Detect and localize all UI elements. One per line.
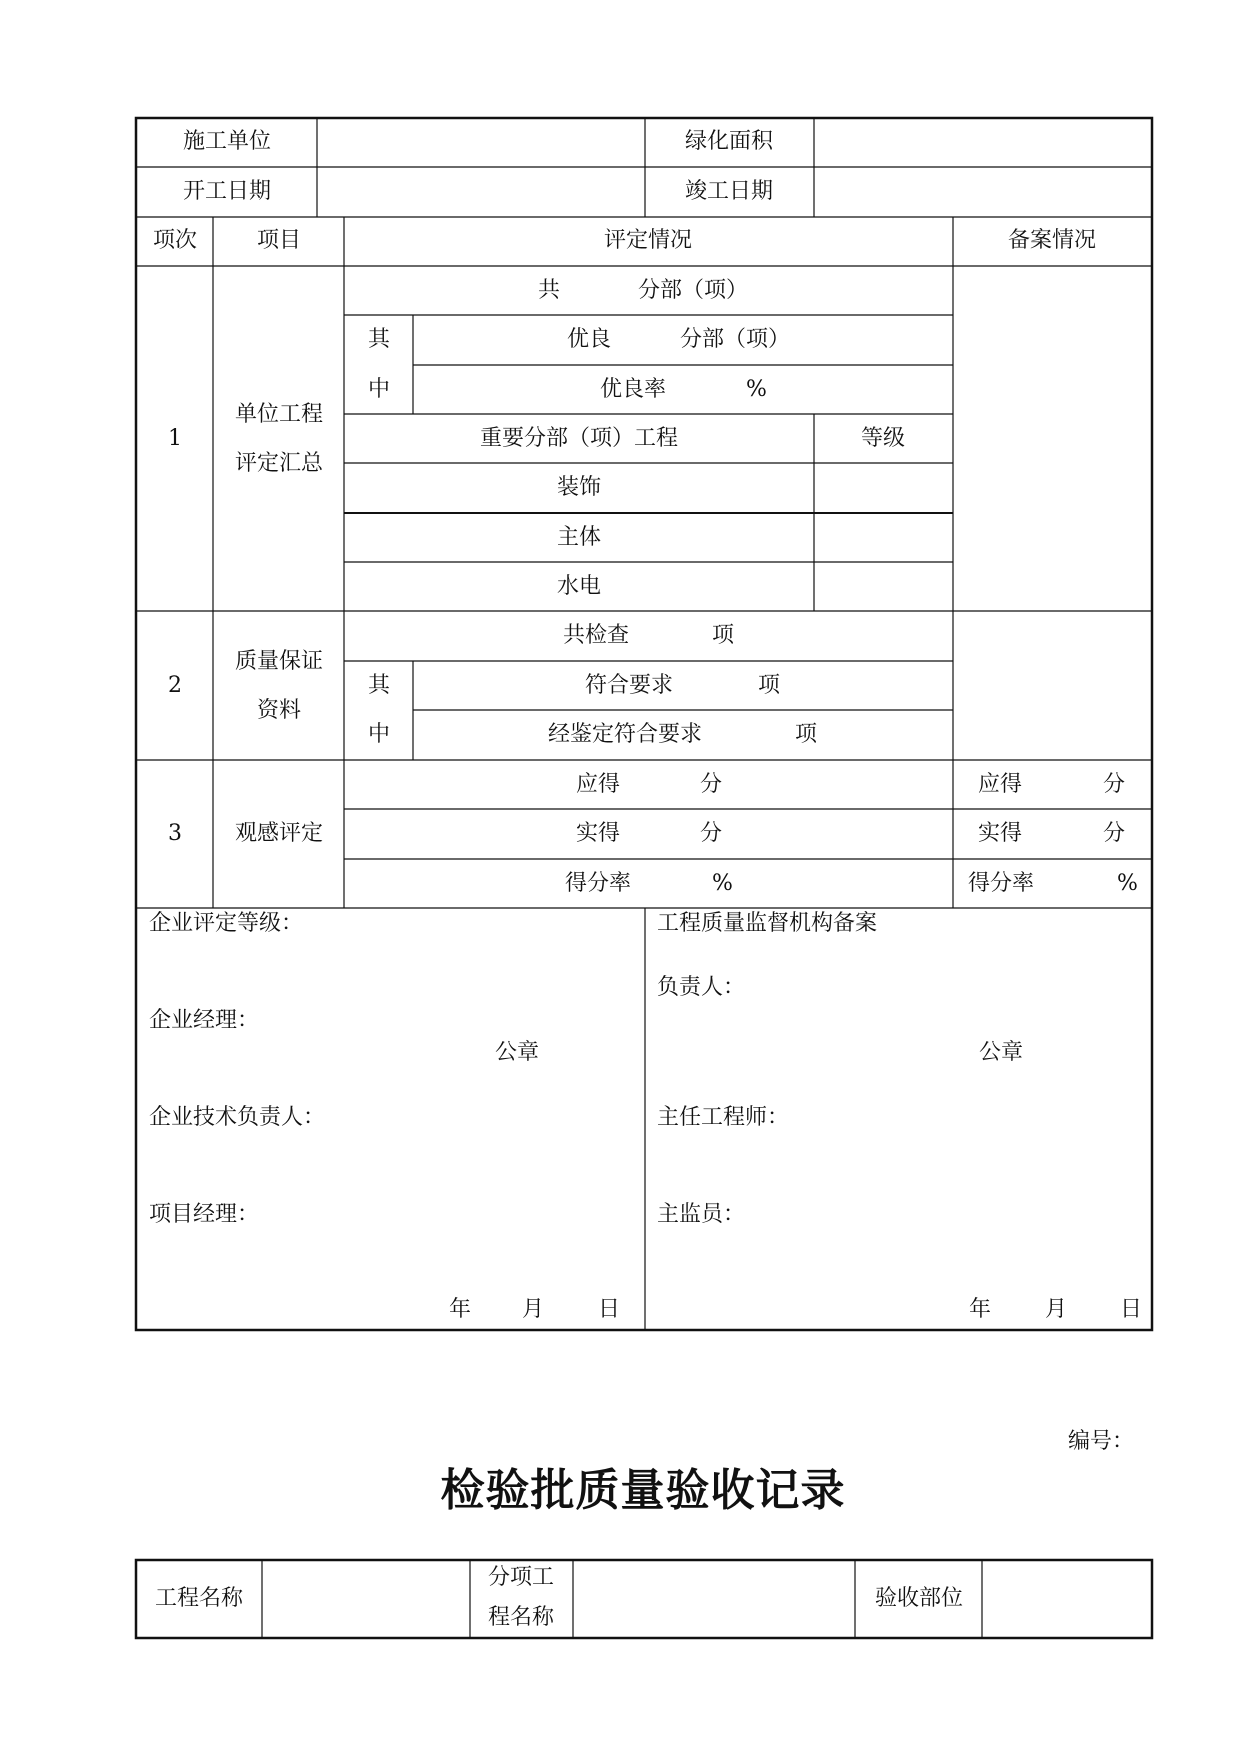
supervision-agency-label: 工程质量监督机构备案 (657, 911, 878, 936)
right-date-day: 日 (1120, 1297, 1143, 1322)
section2-number: 2 (168, 673, 182, 698)
start-date-label: 开工日期 (182, 179, 272, 204)
important-work-name: 水电 (556, 574, 602, 599)
important-work-name: 主体 (556, 525, 602, 550)
section3-rate-suffix: % (712, 871, 733, 896)
section1-total-prefix: 共 (538, 278, 561, 303)
section1-among-2: 中 (367, 377, 391, 402)
section1-item-line1: 单位工程 (234, 402, 324, 427)
project-name-label: 工程名称 (154, 1586, 244, 1611)
section1-total-suffix: 分部（项） (638, 278, 749, 303)
agency-seal-label: 公章 (979, 1040, 1024, 1065)
right-date-year: 年 (969, 1297, 992, 1322)
form-number-label: 编号： (1068, 1429, 1135, 1454)
enterprise-grade-label: 企业评定等级： (149, 911, 304, 936)
responsible-person-label: 负责人： (657, 975, 746, 1000)
right-date-month: 月 (1045, 1297, 1068, 1322)
section1-excellent-prefix: 优良 (567, 327, 612, 352)
section3-expected-suffix: 分 (700, 772, 723, 797)
column-header-evaluation: 评定情况 (603, 228, 693, 253)
section3-expected-prefix: 应得 (576, 772, 621, 797)
important-works-header: 重要分部（项）工程 (479, 426, 679, 451)
section2-checked-suffix: 项 (712, 623, 735, 648)
section1-item-line2: 评定汇总 (234, 451, 324, 476)
section2-item-line1: 质量保证 (234, 649, 324, 674)
section2-checked-prefix: 共检查 (563, 623, 630, 648)
section1-number: 1 (168, 426, 182, 451)
section2-conform-prefix: 符合要求 (585, 673, 674, 698)
section2-item-line2: 资料 (256, 698, 302, 723)
column-header-filing: 备案情况 (1007, 228, 1097, 253)
section2-appraised-suffix: 项 (795, 722, 818, 747)
section3-actual-suffix: 分 (700, 821, 723, 846)
section1-excellent-suffix: 分部（项） (680, 327, 791, 352)
section2-among-1: 其 (367, 673, 391, 698)
section1-among-1: 其 (367, 327, 391, 352)
construction-unit-label: 施工单位 (182, 129, 272, 154)
green-area-label: 绿化面积 (684, 129, 774, 154)
filing-rate-prefix: 得分率 (968, 871, 1035, 896)
project-manager-label: 项目经理： (149, 1202, 260, 1227)
section2-among-2: 中 (367, 722, 391, 747)
sub-item-label-line1: 分项工 (487, 1565, 555, 1590)
sub-item-label-line2: 程名称 (487, 1605, 555, 1630)
inspection-part-label: 验收部位 (874, 1586, 964, 1611)
enterprise-seal-label: 公章 (495, 1040, 540, 1065)
filing-expected-prefix: 应得 (978, 772, 1023, 797)
completion-date-label: 竣工日期 (684, 179, 774, 204)
section3-actual-prefix: 实得 (576, 821, 621, 846)
important-work-name: 装饰 (556, 475, 602, 500)
section1-rate-prefix: 优良率 (600, 377, 667, 402)
left-date-day: 日 (598, 1297, 621, 1322)
left-date-month: 月 (522, 1297, 545, 1322)
grade-header: 等级 (860, 426, 906, 451)
chief-engineer-label: 主任工程师： (657, 1105, 790, 1130)
section1-rate-suffix: % (746, 377, 767, 402)
column-header-no: 项次 (152, 228, 198, 253)
enterprise-tech-lead-label: 企业技术负责人： (149, 1105, 326, 1130)
section3-number: 3 (168, 821, 182, 846)
filing-actual-suffix: 分 (1103, 821, 1126, 846)
section2-appraised-prefix: 经鉴定符合要求 (548, 722, 703, 747)
enterprise-manager-label: 企业经理： (149, 1008, 260, 1033)
filing-expected-suffix: 分 (1103, 772, 1126, 797)
filing-actual-prefix: 实得 (978, 821, 1023, 846)
section2-conform-suffix: 项 (758, 673, 781, 698)
column-header-item: 项目 (256, 228, 302, 253)
left-date-year: 年 (449, 1297, 472, 1322)
filing-rate-suffix: % (1117, 871, 1138, 896)
section3-item: 观感评定 (234, 821, 324, 846)
supervisor-label: 主监员： (657, 1202, 746, 1227)
section3-rate-prefix: 得分率 (565, 871, 632, 896)
page-title: 检验批质量验收记录 (440, 1465, 846, 1516)
